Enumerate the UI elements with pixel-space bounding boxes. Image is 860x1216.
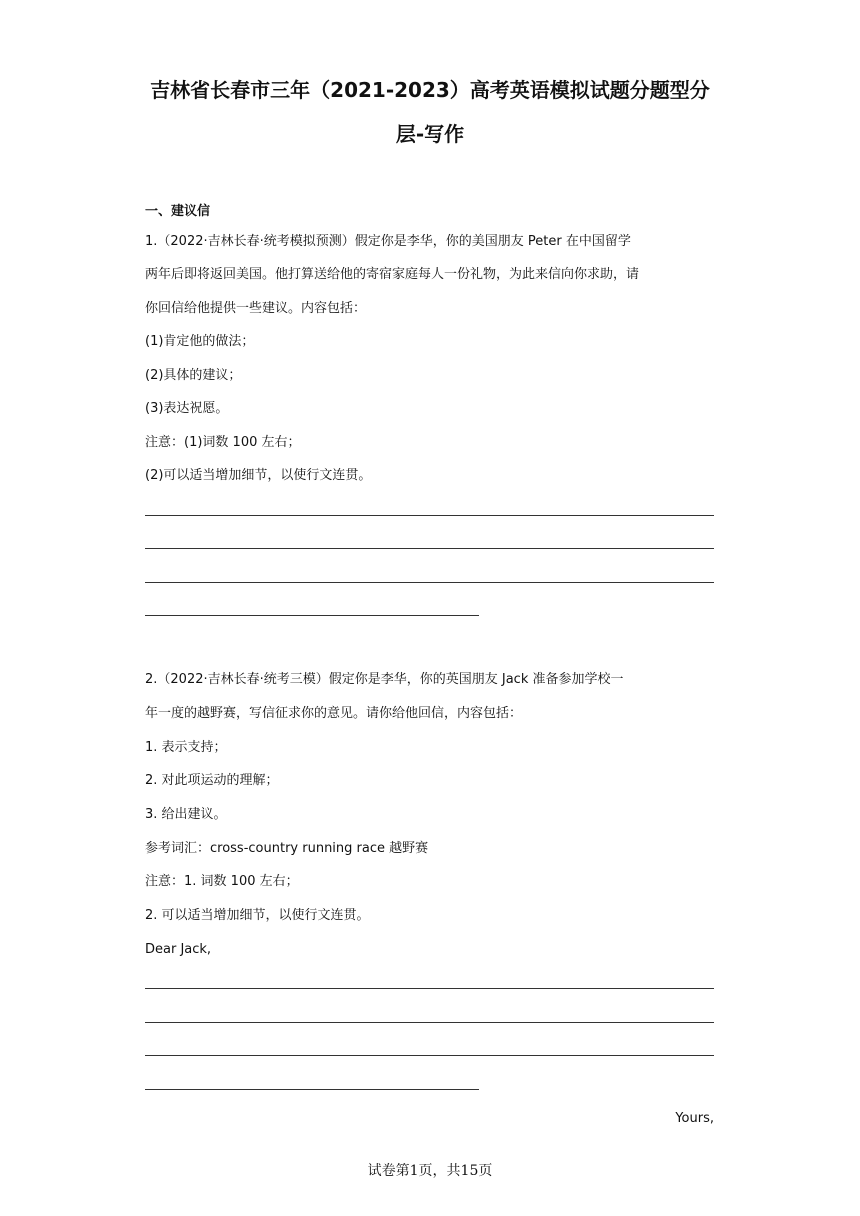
page-title-line2: 层-写作: [395, 122, 465, 146]
q2-item3: 3. 给出建议。: [145, 807, 227, 822]
q1-item1: (1)肯定他的做法；: [145, 334, 255, 349]
q2-closing: Yours,: [675, 1111, 714, 1126]
q2-vocab: 参考词汇：cross-country running race 越野赛: [145, 841, 429, 856]
page-title-line1: 吉林省长春市三年（2021-2023）高考英语模拟试题分题型分: [150, 78, 710, 102]
q1-note2: (2)可以适当增加细节，以使行文连贯。: [145, 468, 372, 483]
q2-answer-line[interactable]: [145, 1089, 479, 1090]
q2-item2: 2. 对此项运动的理解；: [145, 773, 279, 788]
q1-answer-line[interactable]: [145, 582, 714, 583]
page-footer: 试卷第1页，共15页: [367, 1163, 493, 1179]
q1-answer-line[interactable]: [145, 615, 479, 616]
q1-answer-line[interactable]: [145, 548, 714, 549]
section-heading: 一、建议信: [145, 204, 211, 219]
q1-item3: (3)表达祝愿。: [145, 401, 229, 416]
q2-answer-line[interactable]: [145, 988, 714, 989]
q1-line2: 两年后即将返回美国。他打算送给他的寄宿家庭每人一份礼物，为此来信向你求助，请: [145, 267, 640, 282]
q1-note1: 注意：(1)词数 100 左右；: [145, 435, 301, 450]
q2-line1: 2.（2022·吉林长春·统考三模）假定你是李华，你的英国朋友 Jack 准备参加学校一: [145, 672, 624, 687]
q1-line1: 1.（2022·吉林长春·统考模拟预测）假定你是李华，你的美国朋友 Peter 在中国留学: [145, 234, 631, 249]
q2-answer-line[interactable]: [145, 1022, 714, 1023]
q1-answer-line[interactable]: [145, 515, 714, 516]
q2-answer-line[interactable]: [145, 1055, 714, 1056]
q1-item2: (2)具体的建议；: [145, 368, 242, 383]
q1-line3: 你回信给他提供一些建议。内容包括：: [145, 301, 367, 316]
q2-line2: 年一度的越野赛，写信征求你的意见。请你给他回信，内容包括：: [145, 706, 523, 721]
q2-note2: 2. 可以适当增加细节，以使行文连贯。: [145, 908, 370, 923]
q2-note1: 注意：1. 词数 100 左右；: [145, 874, 299, 889]
q2-greeting: Dear Jack,: [145, 942, 212, 957]
q2-item1: 1. 表示支持；: [145, 740, 227, 755]
